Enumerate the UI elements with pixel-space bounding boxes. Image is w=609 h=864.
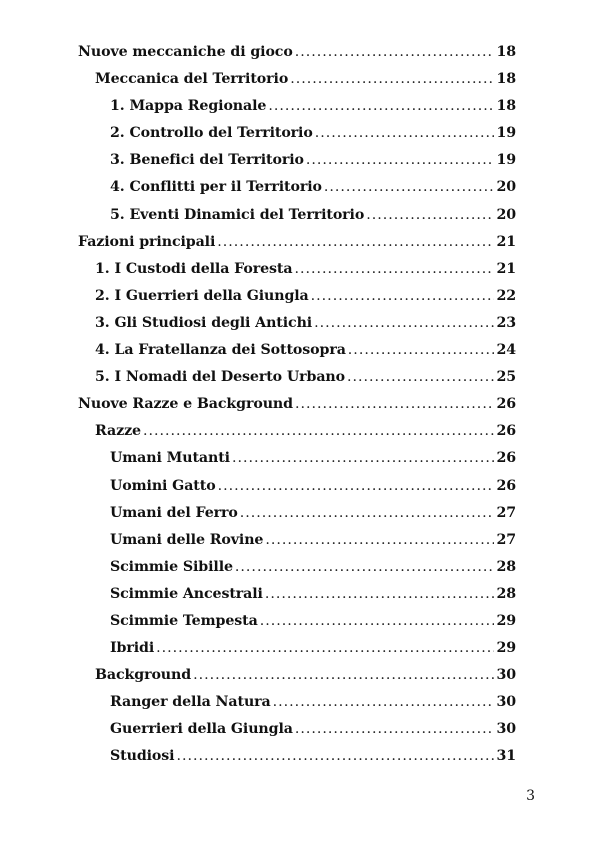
toc-entry-page: 19 <box>496 152 516 169</box>
toc-entry-title: 1. Mappa Regionale <box>110 98 267 115</box>
toc-entry-page: 26 <box>496 477 516 494</box>
dot-leader <box>218 478 495 494</box>
dot-leader <box>295 721 495 737</box>
dot-leader <box>295 396 494 412</box>
toc-entry-title: Studiosi <box>110 748 175 765</box>
toc-entry-title: 5. I Nomadi del Deserto Urbano <box>95 369 345 386</box>
toc-entry-title: 1. I Custodi della Foresta <box>95 260 293 277</box>
toc-entry-page: 24 <box>496 342 516 359</box>
toc-entry[interactable] <box>78 396 516 423</box>
toc-entry-title: 2. Controllo del Territorio <box>110 125 313 142</box>
dot-leader <box>315 125 495 141</box>
toc-entry-title: 3. Gli Studiosi degli Antichi <box>95 314 313 331</box>
toc-entry-title: 2. I Guerrieri della Giungla <box>95 287 309 304</box>
toc-entry-page: 26 <box>496 450 516 467</box>
toc-entry[interactable] <box>78 152 516 179</box>
toc-entry[interactable] <box>78 207 516 234</box>
toc-entry-title: Umani del Ferro <box>110 504 238 521</box>
toc-entry[interactable] <box>78 532 516 559</box>
toc-entry-title: Scimmie Sibille <box>110 558 233 575</box>
toc-entry-title: Guerrieri della Giungla <box>110 721 293 738</box>
toc-entry-page: 30 <box>496 694 516 711</box>
toc-entry-page: 25 <box>496 369 516 386</box>
toc-entry[interactable] <box>78 694 516 721</box>
toc-entry-page: 30 <box>496 721 516 738</box>
dot-leader <box>268 98 494 114</box>
dot-leader <box>273 694 495 710</box>
toc-entry-title: Background <box>95 667 192 684</box>
dot-leader <box>324 179 495 195</box>
dot-leader <box>193 667 494 683</box>
toc-entry-page: 30 <box>496 667 516 684</box>
toc-entry-page: 20 <box>496 179 516 196</box>
toc-entry-page: 18 <box>496 98 516 115</box>
toc-entry-page: 26 <box>496 396 516 413</box>
toc-entry[interactable] <box>78 559 516 586</box>
dot-leader <box>347 369 494 385</box>
toc-entry[interactable] <box>78 640 516 667</box>
toc-entry-page: 18 <box>496 71 516 88</box>
toc-entry-title: 4. Conflitti per il Territorio <box>110 179 322 196</box>
toc-entry-page: 26 <box>496 423 516 440</box>
toc-entry[interactable] <box>78 586 516 613</box>
toc-entry[interactable] <box>78 450 516 477</box>
dot-leader <box>265 532 494 548</box>
toc-entry-title: 5. Eventi Dinamici del Territorio <box>110 206 365 223</box>
dot-leader <box>311 288 495 304</box>
toc-entry[interactable] <box>78 71 516 98</box>
dot-leader <box>295 44 495 60</box>
dot-leader <box>265 586 495 602</box>
toc-entry-title: Razze <box>95 423 141 440</box>
dot-leader <box>306 152 495 168</box>
toc-entry[interactable] <box>78 667 516 694</box>
toc-entry-title: Uomini Gatto <box>110 477 216 494</box>
toc-entry-page: 21 <box>496 233 516 250</box>
page-number: 3 <box>526 788 535 804</box>
toc-entry-title: Ibridi <box>110 640 155 657</box>
dot-leader <box>290 71 494 87</box>
toc-entry[interactable] <box>78 748 516 775</box>
toc-entry-page: 18 <box>496 44 516 60</box>
toc-entry-page: 27 <box>496 531 516 548</box>
toc-entry[interactable] <box>78 315 516 342</box>
toc-entry-page: 29 <box>496 612 516 629</box>
dot-leader <box>143 423 495 439</box>
dot-leader <box>294 261 494 277</box>
toc-entry-title: 4. La Fratellanza dei Sottosopra <box>95 342 346 359</box>
toc-entry-title: 3. Benefici del Territorio <box>110 152 304 169</box>
dot-leader <box>232 450 495 466</box>
dot-leader <box>235 559 495 575</box>
toc-entry-page: 28 <box>496 585 516 602</box>
toc-entry-page: 20 <box>496 206 516 223</box>
dot-leader <box>348 342 495 358</box>
dot-leader <box>176 748 494 764</box>
toc-entry[interactable] <box>78 98 516 125</box>
toc-entry[interactable] <box>78 288 516 315</box>
dot-leader <box>156 640 494 656</box>
toc-entry[interactable] <box>78 234 516 261</box>
toc-entry[interactable] <box>78 505 516 532</box>
toc-entry-title: Ranger della Natura <box>110 694 271 711</box>
toc-entry-title: Scimmie Ancestrali <box>110 585 263 602</box>
dot-leader <box>366 207 494 223</box>
toc-entry-title: Scimmie Tempesta <box>110 612 258 629</box>
toc-entry-page: 22 <box>496 287 516 304</box>
toc-entry[interactable] <box>78 342 516 369</box>
toc-entry[interactable] <box>78 721 516 748</box>
dot-leader <box>217 234 494 250</box>
table-of-contents <box>78 44 516 776</box>
toc-entry-title: Nuove meccaniche di gioco <box>78 44 293 60</box>
toc-entry-page: 28 <box>496 558 516 575</box>
toc-entry-page: 21 <box>496 260 516 277</box>
toc-entry-page: 27 <box>496 504 516 521</box>
toc-entry-title: Umani Mutanti <box>110 450 230 467</box>
toc-entry-page: 19 <box>496 125 516 142</box>
toc-entry-title: Nuove Razze e Background <box>78 396 293 413</box>
toc-entry-page: 29 <box>496 640 516 657</box>
dot-leader <box>260 613 495 629</box>
toc-entry-title: Meccanica del Territorio <box>95 71 289 88</box>
toc-entry[interactable] <box>78 261 516 288</box>
dot-leader <box>314 315 494 331</box>
toc-entry[interactable] <box>78 613 516 640</box>
toc-entry[interactable] <box>78 179 516 206</box>
toc-entry-page: 31 <box>496 748 516 765</box>
toc-entry[interactable] <box>78 125 516 152</box>
toc-entry-page: 23 <box>496 314 516 331</box>
toc-entry-title: Umani delle Rovine <box>110 531 264 548</box>
toc-entry[interactable] <box>78 423 516 450</box>
toc-entry-title: Fazioni principali <box>78 233 216 250</box>
toc-entry[interactable] <box>78 369 516 396</box>
toc-entry[interactable] <box>78 478 516 505</box>
toc-entry[interactable] <box>78 44 516 71</box>
dot-leader <box>240 505 495 521</box>
